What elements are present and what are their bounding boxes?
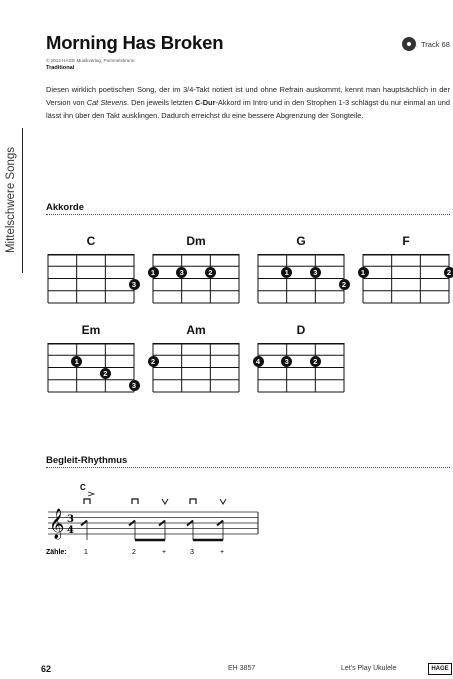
hage-logo: HAGE	[428, 663, 452, 675]
chords-section-rule	[46, 214, 450, 215]
chord-name: Dm	[186, 234, 206, 248]
intro-text: Diesen wirklich poetischen Song, der im 3/4-Takt notiert ist und ohne Refrain auskommt, kennt man hauptsächlich in der Version von	[46, 85, 450, 108]
count-value: 3	[190, 549, 194, 556]
finger-dot: 3	[281, 356, 292, 367]
accent-icon	[88, 492, 94, 496]
finger-dot: 3	[176, 267, 187, 278]
chord-name: D	[296, 323, 306, 337]
downstroke-icon	[84, 499, 90, 504]
treble-clef-icon: 𝄞	[49, 509, 65, 539]
finger-dot: 4	[253, 356, 264, 367]
count-value: 1	[84, 549, 88, 556]
finger-dot: 1	[358, 267, 369, 278]
rhythm-section-rule	[46, 467, 450, 468]
count-value: +	[162, 549, 167, 556]
count-label: Zähle:	[46, 549, 67, 556]
finger-dot: 1	[71, 356, 82, 367]
side-tab-label: Mittelschwere Songs	[5, 146, 17, 254]
side-tab	[0, 128, 23, 273]
artist-name: Cat Stevens	[86, 98, 128, 108]
chord-name: G	[296, 234, 306, 248]
chords-section-title: Akkorde	[46, 202, 85, 213]
cd-icon	[402, 37, 416, 51]
finger-dot: 1	[281, 267, 292, 278]
chord-highlight: C-Dur	[194, 98, 216, 108]
intro-paragraph	[46, 83, 450, 123]
time-signature-bottom: 4	[67, 525, 74, 536]
book-title: Let's Play Ukulele	[341, 665, 397, 672]
finger-dot: 2	[205, 267, 216, 278]
finger-dot: 3	[310, 267, 321, 278]
chord-grid	[254, 343, 348, 394]
rhythm-staff	[46, 484, 450, 564]
finger-dot: 1	[148, 267, 159, 278]
edition-code: EH 3857	[228, 665, 256, 672]
finger-dot: 2	[444, 267, 453, 278]
copyright-text: © 2012 HAGE Musikverlag, Pommelsbrunn	[46, 58, 135, 63]
intro-text: . Den jeweils letzten	[127, 98, 195, 108]
upstroke-icon	[162, 499, 168, 504]
track-badge[interactable]	[402, 37, 450, 51]
chord-grid	[149, 254, 243, 305]
finger-dot: 3	[129, 279, 140, 290]
track-label: Track 68	[421, 39, 450, 49]
time-signature-top: 3	[67, 514, 74, 525]
count-value: 2	[132, 549, 136, 556]
downstroke-icon	[132, 499, 138, 504]
chord-grid	[44, 343, 138, 394]
upstroke-icon	[220, 499, 226, 504]
finger-dot: 3	[129, 380, 140, 391]
downstroke-icon	[190, 499, 196, 504]
chord-name: Em	[81, 323, 101, 337]
rhythm-chord-label: C	[80, 484, 86, 492]
rhythm-section-title: Begleit-Rhythmus	[46, 455, 128, 466]
finger-dot: 2	[339, 279, 350, 290]
count-value: +	[220, 549, 225, 556]
page-number: 62	[41, 664, 52, 674]
finger-dot: 2	[310, 356, 321, 367]
chord-grid	[254, 254, 348, 305]
finger-dot: 2	[148, 356, 159, 367]
chord-name: C	[86, 234, 96, 248]
chord-grid	[149, 343, 243, 394]
song-title: Morning Has Broken	[46, 32, 224, 53]
finger-dot: 2	[100, 368, 111, 379]
chord-name: F	[402, 234, 410, 248]
intro-text: -Akkord im Intro und in den Strophen 1-3 schlägst du nur einmal an und lässt ihn über den Takt ausklingen. Dadurch erreichst du eine bessere Abgrenzung der Songteile.	[46, 98, 450, 121]
chord-grid	[44, 254, 138, 305]
chord-grid	[359, 254, 453, 305]
chord-name: Am	[186, 323, 206, 337]
composer-text: Traditional	[46, 65, 75, 71]
rhythm-notation	[46, 484, 450, 564]
